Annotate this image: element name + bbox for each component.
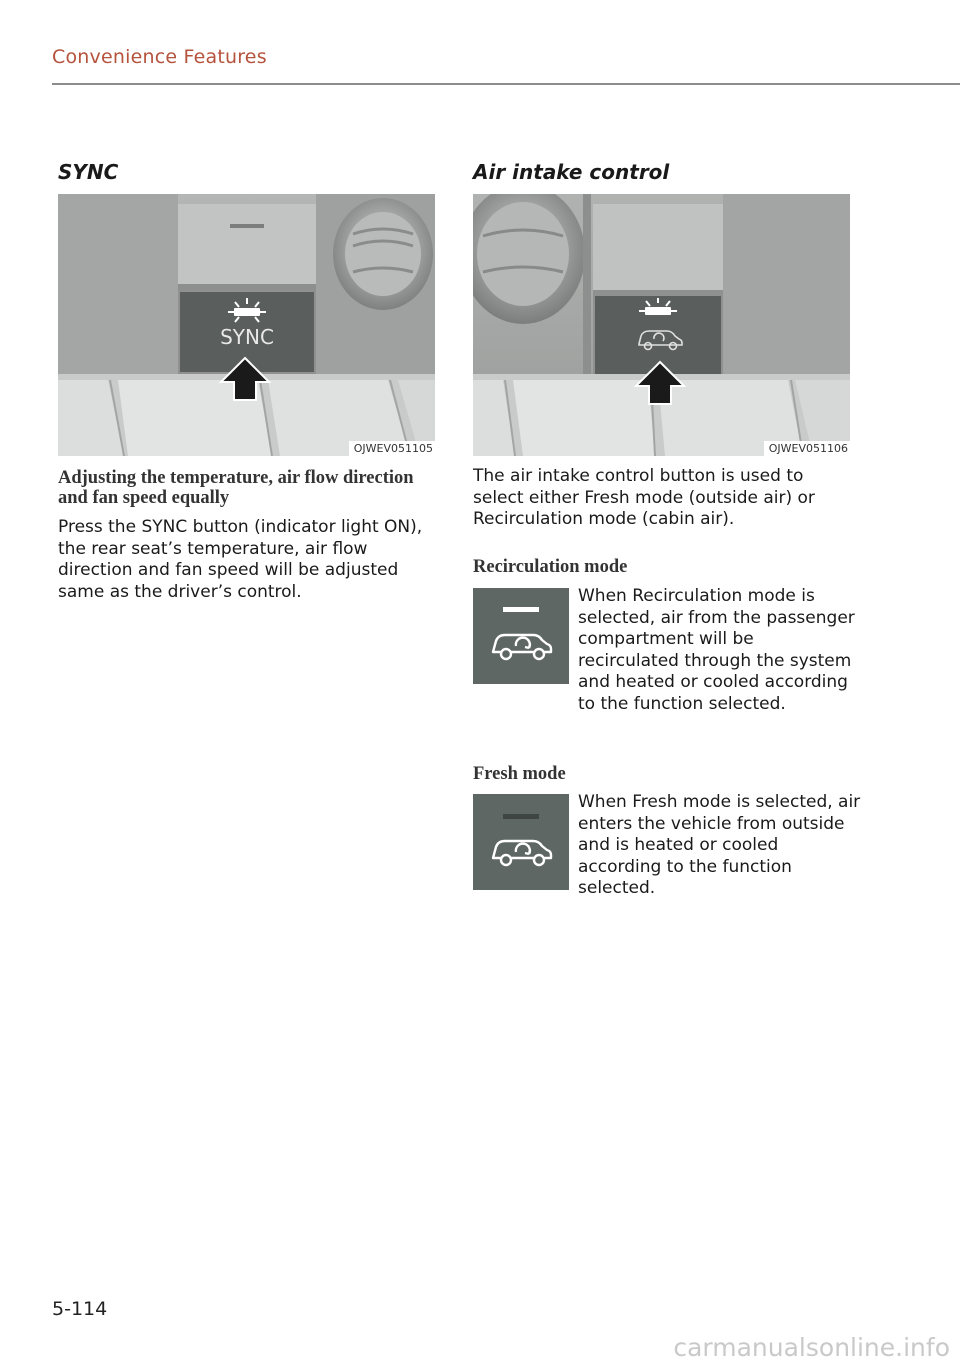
air-intake-intro-text: The air intake control button is used to select either Fresh mode (outside air) or Recirculation mode (cabin air). xyxy=(473,466,815,529)
image-code: OJWEV051105 xyxy=(349,441,435,456)
sync-section-title: SYNC xyxy=(58,160,119,184)
sync-button-photo xyxy=(58,194,435,456)
sync-subheading: Adjusting the temperature, air flow direction and fan speed equally xyxy=(58,468,414,508)
air-intake-button-photo xyxy=(473,194,850,456)
fresh-mode-heading: Fresh mode xyxy=(473,764,566,784)
page-number: 5-114 xyxy=(52,1298,108,1320)
image-code: OJWEV051106 xyxy=(764,441,850,456)
watermark: carmanualsonline.info xyxy=(673,1333,950,1362)
sync-button-label: SYNC xyxy=(220,325,274,349)
recirculation-icon xyxy=(473,588,569,684)
fresh-mode-description: When Fresh mode is selected, air enters the vehicle from outside and is heated or cooled according to the function selected. xyxy=(578,792,861,898)
air-intake-section-title: Air intake control xyxy=(473,160,670,184)
chapter-title: Convenience Features xyxy=(52,46,267,68)
recirculation-description: When Recirculation mode is selected, air from the passenger compartment will be recirculated through the system and heated or cooled according to the function selected. xyxy=(578,586,855,714)
sync-body-text: Press the SYNC button (indicator light ON), the rear seat’s temperature, air flow direction and fan speed will be adjusted same as the driver’s control. xyxy=(58,517,423,602)
header-divider xyxy=(52,83,960,85)
recirculation-heading: Recirculation mode xyxy=(473,557,628,577)
fresh-air-icon xyxy=(473,794,569,890)
